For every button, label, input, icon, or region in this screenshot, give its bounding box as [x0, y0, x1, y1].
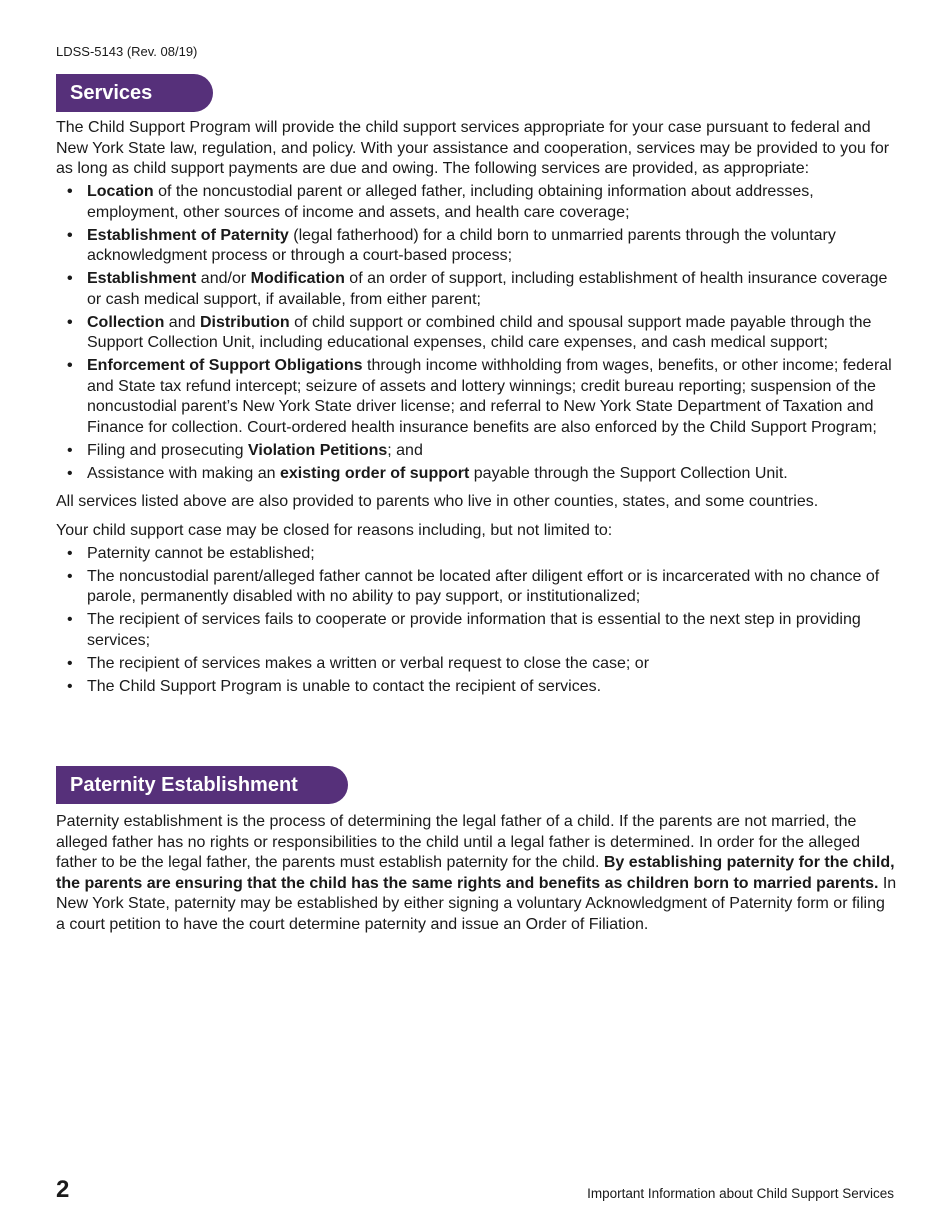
other-areas-text: All services listed above are also provided to parents who live in other counties, states, and some countries.: [56, 493, 819, 510]
services-intro: The Child Support Program will provide the child support services appropriate for your case pursuant to federal and New York State law, regulation, and policy. With your assistance and cooperation, services may be provided to you for as long as child support payments are due and owing. The following services are provided, as appropriate:: [56, 119, 890, 177]
services-section: [56, 118, 898, 697]
list-item: • Collection and Distribution of child support or combined child and spousal support made payable through the Support Collection Unit, including educational expenses, child care expenses, and cash medical support;: [56, 313, 898, 354]
services-list-continued: [56, 441, 898, 485]
page-number: 2: [56, 1176, 70, 1203]
list-item: • The recipient of services fails to cooperate or provide information that is essential to the next step in providing services;: [56, 610, 898, 651]
closure-list: [56, 544, 898, 698]
list-item: • The recipient of services makes a written or verbal request to close the case; or: [56, 654, 898, 675]
list-item: • The noncustodial parent/alleged father cannot be located after diligent effort or is incarcerated with no chance of parole, permanently disabled with no ability to pay support, or institutionalized;: [56, 567, 898, 608]
paternity-section: [56, 812, 898, 935]
footer-title: Important Information about Child Support Services: [587, 1186, 894, 1201]
form-id: LDSS-5143 (Rev. 08/19): [56, 44, 198, 59]
services-list: [56, 182, 898, 438]
services-header: Services: [56, 74, 213, 112]
list-item: • Establishment and/or Modification of an order of support, including establishment of health insurance coverage or cash medical support, if available, from either parent;: [56, 269, 898, 310]
list-item: • Paternity cannot be established;: [56, 544, 898, 565]
list-item: • Filing and prosecuting Violation Petitions; and: [56, 441, 898, 462]
list-item: • The Child Support Program is unable to contact the recipient of services.: [56, 677, 898, 698]
list-item: • Assistance with making an existing order of support payable through the Support Collection Unit.: [56, 464, 898, 485]
closure-intro: Your child support case may be closed for reasons including, but not limited to:: [56, 521, 613, 539]
paternity-text: Paternity establishment is the process of determining the legal father of a child. If the parents are not married, the alleged father has no rights or responsibilities to the child until a legal father is determined. In order for the alleged father to be the legal father, the parents must establish paternity for the child. By establishing paternity for the child, the parents are ensuring that the child has the same rights and benefits as children born to married parents. In New York State, paternity may be established by either signing a voluntary Acknowledgment of Paternity form or filing a court petition to have the court determine paternity and issue an Order of Filiation.: [56, 813, 897, 933]
list-item: • Establishment of Paternity (legal fatherhood) for a child born to unmarried parents through the voluntary acknowledgment process or through a court-based process;: [56, 226, 898, 267]
list-item: • Enforcement of Support Obligations through income withholding from wages, benefits, or other income; federal and State tax refund intercept; seizure of assets and lottery winnings; credit bureau reporting; suspension of the noncustodial parent’s New York State driver license; and referral to New York State Department of Taxation and Finance for collection. Court-ordered health insurance benefits are also enforced by the Child Support Program;: [56, 356, 898, 438]
list-item: • Location of the noncustodial parent or alleged father, including obtaining information about addresses, employment, other sources of income and assets, and health care coverage;: [56, 182, 898, 223]
paternity-header: Paternity Establishment: [56, 766, 348, 804]
